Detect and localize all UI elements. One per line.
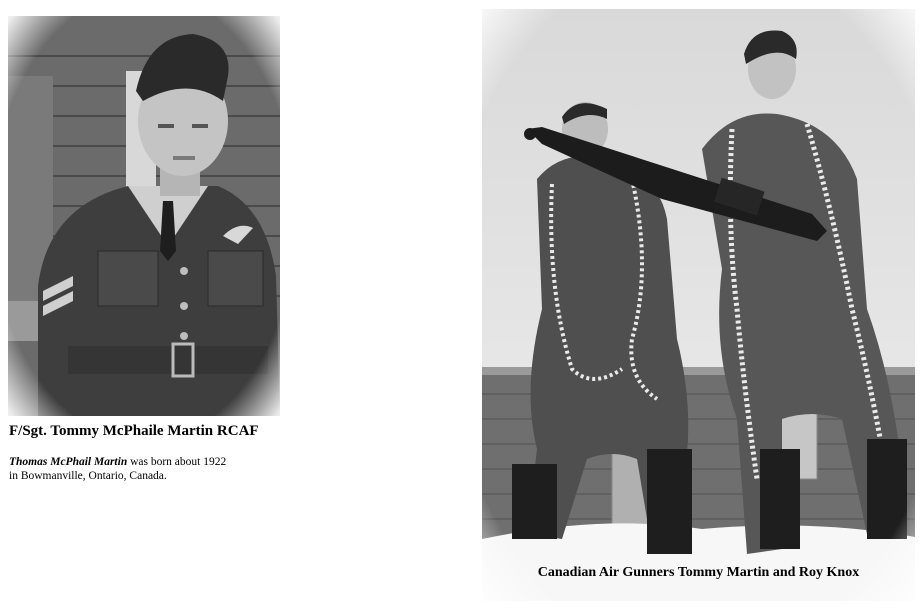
bio-line2: in Bowmanville, Ontario, Canada. [9, 470, 167, 482]
air-gunners-image [482, 9, 915, 601]
bio-line1-rest: was born about 1922 [127, 456, 227, 468]
biography-text [9, 455, 309, 483]
bio-name: Thomas McPhail Martin [9, 456, 128, 468]
air-gunners-photo [482, 9, 915, 601]
portrait-photo [8, 16, 280, 416]
portrait-image [8, 16, 280, 416]
air-gunners-caption: Canadian Air Gunners Tommy Martin and Roy Knox [537, 565, 860, 580]
portrait-caption-title: F/Sgt. Tommy McPhaile Martin RCAF [9, 423, 259, 439]
